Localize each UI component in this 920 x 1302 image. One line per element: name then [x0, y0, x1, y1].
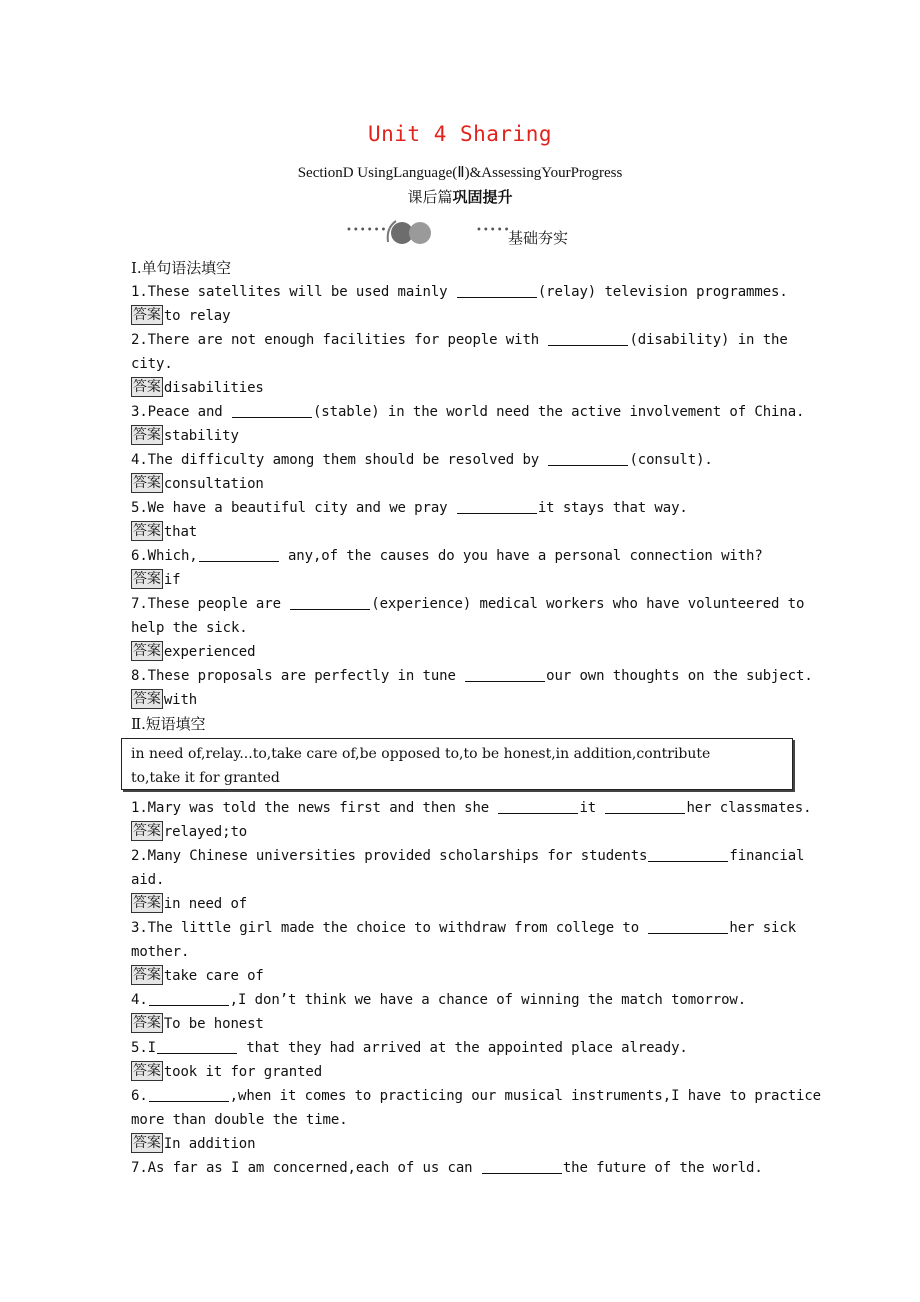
answer-blank[interactable] [290, 595, 370, 610]
banner-circles-icon [384, 218, 436, 246]
question-2-cont: city. [131, 356, 173, 372]
answer-tag: 答案 [133, 523, 161, 539]
phrase-answer-5: 答案 took it for granted [133, 1063, 323, 1080]
question-6: 6.Which, any,of the causes do you have a personal connection with? [131, 548, 763, 564]
answer-blank[interactable] [457, 499, 537, 514]
answer-blank[interactable] [149, 991, 229, 1006]
answer-8: 答案 with [133, 691, 198, 708]
answer-4: 答案 consultation [133, 475, 264, 492]
phrase-box-line-1: in need of,relay...to,take care of,be opposed to,to be honest,in addition,contribute [131, 746, 711, 762]
answer-7: 答案 experienced [133, 643, 256, 660]
answer-tag: 答案 [133, 967, 161, 983]
answer-tag: 答案 [133, 571, 161, 587]
answer-blank[interactable] [482, 1159, 562, 1174]
answer-tag: 答案 [133, 475, 161, 491]
question-3: 3.Peace and (stable) in the world need the active involvement of China. [131, 404, 805, 420]
page-title: Unit 4 Sharing [367, 122, 552, 146]
phrase-answer-3: 答案 take care of [133, 967, 264, 984]
question-4: 4.The difficulty among them should be resolved by (consult). [131, 452, 713, 468]
answer-tag: 答案 [133, 895, 161, 911]
answer-2: 答案 disabilities [133, 379, 264, 396]
answer-blank[interactable] [548, 331, 628, 346]
answer-1: 答案 to relay [133, 307, 231, 324]
phrase-question-7: 7.As far as I am concerned,each of us can the future of the world. [131, 1160, 763, 1176]
answer-tag: 答案 [133, 1063, 161, 1079]
subtitle2-bold: 巩固提升 [452, 188, 513, 206]
section-subtitle: SectionD UsingLanguage(Ⅱ)&AssessingYourProgress [297, 165, 623, 181]
phrase-answer-6: 答案 In addition [133, 1135, 256, 1152]
answer-tag: 答案 [133, 379, 161, 395]
phrase-question-6: 6. ,when it comes to practicing our musical instruments,I have to practice [131, 1088, 822, 1104]
answer-tag: 答案 [133, 307, 161, 323]
phrase-question-3-cont: mother. [131, 944, 190, 960]
answer-tag: 答案 [133, 691, 161, 707]
question-5: 5.We have a beautiful city and we pray it stays that way. [131, 500, 688, 516]
answer-tag: 答案 [133, 643, 161, 659]
answer-tag: 答案 [133, 823, 161, 839]
answer-blank[interactable] [605, 799, 685, 814]
answer-blank[interactable] [457, 283, 537, 298]
phrase-box [121, 738, 793, 790]
phrase-answer-4: 答案 To be honest [133, 1015, 264, 1032]
answer-3: 答案 stability [133, 427, 239, 444]
answer-6: 答案 if [133, 571, 181, 588]
phrase-answer-1: 答案 relayed;to [133, 823, 248, 840]
answer-blank[interactable] [648, 919, 728, 934]
subtitle2-prefix: 课后篇 [407, 188, 453, 206]
answer-5: 答案 that [133, 523, 198, 540]
banner-dots-left: •••••• [346, 225, 388, 236]
answer-blank[interactable] [648, 847, 728, 862]
question-1: 1.These satellites will be used mainly (relay) television programmes. [131, 284, 788, 300]
answer-blank[interactable] [498, 799, 578, 814]
question-2: 2.There are not enough facilities for people with (disability) in the [131, 332, 788, 348]
banner-dots-right: ••••• [476, 225, 511, 236]
phrase-question-3: 3.The little girl made the choice to withdraw from college to her sick [131, 920, 797, 936]
answer-tag: 答案 [133, 1135, 161, 1151]
answer-blank[interactable] [548, 451, 628, 466]
section-banner [346, 216, 606, 246]
phrase-question-2: 2.Many Chinese universities provided scholarships for students financial [131, 848, 805, 864]
section2-heading: Ⅱ.短语填空 [131, 715, 206, 733]
phrase-answer-2: 答案 in need of [133, 895, 248, 912]
section-subtitle-2 [0, 186, 920, 207]
question-7-cont: help the sick. [131, 620, 248, 636]
phrase-question-2-cont: aid. [131, 872, 165, 888]
answer-tag: 答案 [133, 427, 161, 443]
answer-blank[interactable] [149, 1087, 229, 1102]
phrase-question-6-cont: more than double the time. [131, 1112, 348, 1128]
phrase-question-4: 4. ,I don’t think we have a chance of winning the match tomorrow. [131, 992, 747, 1008]
question-7: 7.These people are (experience) medical workers who have volunteered to [131, 596, 805, 612]
phrase-question-1: 1.Mary was told the news first and then she it her classmates. [131, 800, 812, 816]
phrase-question-5: 5.I that they had arrived at the appointed place already. [131, 1040, 688, 1056]
phrase-box-line-2: to,take it for granted [131, 770, 280, 786]
section1-heading: Ⅰ.单句语法填空 [131, 259, 231, 277]
banner-label: 基础夯实 [508, 229, 569, 247]
answer-blank[interactable] [465, 667, 545, 682]
answer-tag: 答案 [133, 1015, 161, 1031]
answer-blank[interactable] [232, 403, 312, 418]
answer-blank[interactable] [199, 547, 279, 562]
answer-blank[interactable] [157, 1039, 237, 1054]
question-8: 8.These proposals are perfectly in tune our own thoughts on the subject. [131, 668, 813, 684]
